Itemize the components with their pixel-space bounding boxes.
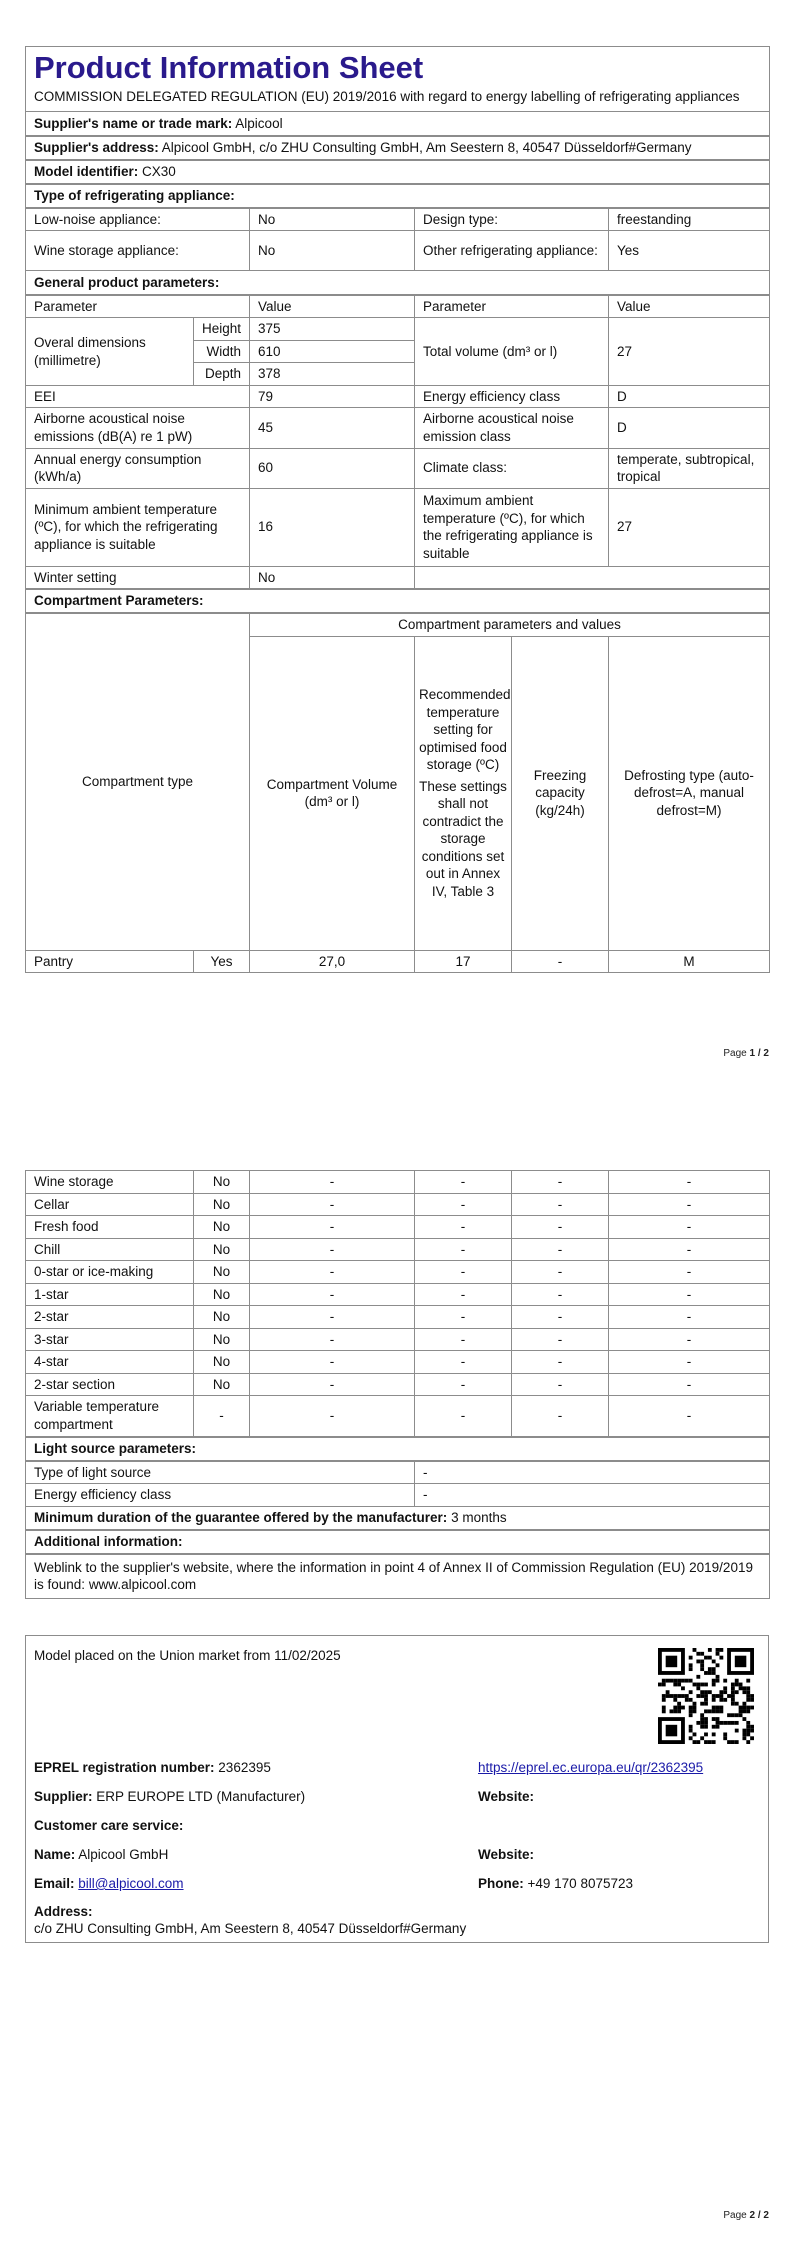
wine-appliance-value: No xyxy=(250,231,415,271)
page-label: Page xyxy=(723,1048,747,1059)
page-title: Product Information Sheet xyxy=(34,50,424,85)
width-label: Width xyxy=(194,340,250,363)
website-label: Website: xyxy=(478,1789,535,1804)
light-source-heading: Light source parameters: xyxy=(26,1437,770,1461)
additional-info-heading: Additional information: xyxy=(26,1530,770,1554)
compartment-defrost: - xyxy=(609,1373,770,1396)
compartment-name: Chill xyxy=(26,1238,194,1261)
compartment-volume: - xyxy=(250,1283,415,1306)
compartment-freezing: - xyxy=(512,950,609,973)
appliance-type-heading: Type of refrigerating appliance: xyxy=(26,184,770,208)
compartment-defrost: M xyxy=(609,950,770,973)
compartment-defrost: - xyxy=(609,1238,770,1261)
min-temp-label: Minimum ambient temperature (ºC), for which the refrigerating appliance is suitable xyxy=(26,488,250,566)
compartment-temp: - xyxy=(415,1283,512,1306)
compartment-present: No xyxy=(194,1283,250,1306)
recommended-temp-text: Recommended temperature setting for optimised food storage (ºC) xyxy=(419,686,511,773)
recommended-temp-header xyxy=(415,636,512,950)
max-temp-value: 27 xyxy=(609,488,770,566)
supplier-name-label: Supplier's name or trade mark: xyxy=(34,115,233,131)
noise-class-label: Airborne acoustical noise emission class xyxy=(415,408,609,448)
compartment-present: Yes xyxy=(194,950,250,973)
compartment-values-header: Compartment parameters and values xyxy=(250,613,770,636)
page-label: Page xyxy=(723,2210,747,2221)
compartment-temp: 17 xyxy=(415,950,512,973)
compartment-name: 1-star xyxy=(26,1283,194,1306)
table-row xyxy=(26,1238,770,1261)
compartment-present: No xyxy=(194,1171,250,1194)
model-identifier-value: CX30 xyxy=(142,163,176,179)
page-number-2 xyxy=(723,2210,769,2221)
climate-class-value: temperate, subtropical, tropical xyxy=(609,448,770,488)
compartment-name: 4-star xyxy=(26,1351,194,1374)
eprel-number-label: EPREL registration number: xyxy=(34,1760,215,1775)
max-temp-label: Maximum ambient temperature (ºC), for which the refrigerating appliance is suitable xyxy=(415,488,609,566)
compartment-present: No xyxy=(194,1261,250,1284)
compartment-volume: - xyxy=(250,1373,415,1396)
compartment-present: No xyxy=(194,1238,250,1261)
guarantee-label: Minimum duration of the guarantee offered by the manufacturer: xyxy=(34,1510,448,1526)
supplier-value: ERP EUROPE LTD (Manufacturer) xyxy=(96,1789,306,1804)
compartment-present: No xyxy=(194,1216,250,1239)
compartment-temp: - xyxy=(415,1238,512,1261)
freezing-capacity-header: Freezing capacity (kg/24h) xyxy=(512,636,609,950)
compartment-temp: - xyxy=(415,1396,512,1437)
value-header: Value xyxy=(250,295,415,318)
guarantee-value: 3 months xyxy=(451,1510,507,1526)
compartment-temp: - xyxy=(415,1193,512,1216)
compartment-name: 2-star xyxy=(26,1306,194,1329)
email-link[interactable]: bill@alpicool.com xyxy=(78,1876,184,1891)
page-2 xyxy=(25,1170,769,1599)
depth-value: 378 xyxy=(250,363,415,386)
compartment-volume: - xyxy=(250,1328,415,1351)
eei-value: 79 xyxy=(250,385,415,408)
supplier-address-label: Supplier's address: xyxy=(34,139,159,155)
compartment-freezing: - xyxy=(512,1396,609,1437)
compartment-volume: - xyxy=(250,1171,415,1194)
compartment-name: Variable temperature compartment xyxy=(26,1396,194,1437)
market-placement-text: Model placed on the Union market from 11/02/2025 xyxy=(34,1648,341,1663)
value-header-2: Value xyxy=(609,295,770,318)
dimensions-label: Overal dimensions (millimetre) xyxy=(26,318,194,386)
compartment-volume: - xyxy=(250,1351,415,1374)
info-table-page-2 xyxy=(25,1170,770,1599)
compartment-present: No xyxy=(194,1328,250,1351)
low-noise-value: No xyxy=(250,208,415,231)
supplier-name-value: Alpicool xyxy=(235,115,283,131)
defrosting-type-header: Defrosting type (auto-defrost=A, manual defrost=M) xyxy=(609,636,770,950)
width-value: 610 xyxy=(250,340,415,363)
compartment-name: Cellar xyxy=(26,1193,194,1216)
light-type-label: Type of light source xyxy=(26,1461,415,1484)
info-table-page-1 xyxy=(25,46,770,973)
compartment-name: 0-star or ice-making xyxy=(26,1261,194,1284)
noise-value: 45 xyxy=(250,408,415,448)
parameter-header: Parameter xyxy=(26,295,250,318)
compartment-volume: - xyxy=(250,1306,415,1329)
energy-class-value: D xyxy=(609,385,770,408)
compartment-freezing: - xyxy=(512,1328,609,1351)
compartment-name: Pantry xyxy=(26,950,194,973)
compartment-freezing: - xyxy=(512,1261,609,1284)
page-number-value: 2 / 2 xyxy=(749,2210,769,2221)
customer-care-label: Customer care service: xyxy=(34,1818,184,1833)
care-website-label: Website: xyxy=(478,1847,535,1862)
noise-class-value: D xyxy=(609,408,770,448)
parameter-header-2: Parameter xyxy=(415,295,609,318)
compartment-volume: - xyxy=(250,1238,415,1261)
compartment-defrost: - xyxy=(609,1283,770,1306)
compartment-volume: - xyxy=(250,1396,415,1437)
compartment-defrost: - xyxy=(609,1396,770,1437)
compartment-name: 2-star section xyxy=(26,1373,194,1396)
compartment-name: 3-star xyxy=(26,1328,194,1351)
depth-label: Depth xyxy=(194,363,250,386)
compartment-freezing: - xyxy=(512,1306,609,1329)
table-row xyxy=(26,1373,770,1396)
compartment-volume: - xyxy=(250,1261,415,1284)
compartment-freezing: - xyxy=(512,1193,609,1216)
compartment-temp: - xyxy=(415,1261,512,1284)
model-identifier-label: Model identifier: xyxy=(34,163,139,179)
compartment-defrost: - xyxy=(609,1216,770,1239)
eprel-number-value: 2362395 xyxy=(218,1760,271,1775)
compartment-present: No xyxy=(194,1306,250,1329)
compartment-defrost: - xyxy=(609,1261,770,1284)
supplier-label: Supplier: xyxy=(34,1789,93,1804)
address-value: c/o ZHU Consulting GmbH, Am Seestern 8, 40547 Düsseldorf#Germany xyxy=(34,1921,467,1936)
eprel-link[interactable]: https://eprel.ec.europa.eu/qr/2362395 xyxy=(478,1760,704,1775)
compartment-temp: - xyxy=(415,1216,512,1239)
page-number-value: 1 / 2 xyxy=(749,1048,769,1059)
qr-code-icon[interactable] xyxy=(658,1648,754,1744)
table-row xyxy=(26,1328,770,1351)
compartment-freezing: - xyxy=(512,1171,609,1194)
table-row xyxy=(26,1171,770,1194)
compartment-present: No xyxy=(194,1351,250,1374)
compartment-defrost: - xyxy=(609,1351,770,1374)
compartment-freezing: - xyxy=(512,1351,609,1374)
compartment-defrost: - xyxy=(609,1193,770,1216)
light-class-value: - xyxy=(415,1484,770,1507)
compartment-name: Wine storage xyxy=(26,1171,194,1194)
compartment-defrost: - xyxy=(609,1171,770,1194)
compartment-volume: - xyxy=(250,1193,415,1216)
compartment-volume: - xyxy=(250,1216,415,1239)
compartment-defrost: - xyxy=(609,1328,770,1351)
compartment-type-header: Compartment type xyxy=(26,613,250,950)
noise-label: Airborne acoustical noise emissions (dB(A) re 1 pW) xyxy=(26,408,250,448)
min-temp-value: 16 xyxy=(250,488,415,566)
care-name-label: Name: xyxy=(34,1847,76,1862)
compartment-defrost: - xyxy=(609,1306,770,1329)
table-row xyxy=(26,1283,770,1306)
compartment-temp: - xyxy=(415,1328,512,1351)
regulation-text: COMMISSION DELEGATED REGULATION (EU) 2019/2016 with regard to energy labelling of refrigerating appliances xyxy=(34,88,740,104)
energy-class-label: Energy efficiency class xyxy=(415,385,609,408)
winter-setting-value: No xyxy=(250,566,415,589)
general-parameters-heading: General product parameters: xyxy=(26,271,770,295)
table-row xyxy=(26,1351,770,1374)
compartment-volume-header: Compartment Volume (dm³ or l) xyxy=(250,636,415,950)
energy-consumption-value: 60 xyxy=(250,448,415,488)
page-1 xyxy=(25,46,769,973)
light-type-value: - xyxy=(415,1461,770,1484)
phone-label: Phone: xyxy=(478,1876,524,1891)
other-appliance-value: Yes xyxy=(609,231,770,271)
energy-consumption-label: Annual energy consumption (kWh/a) xyxy=(26,448,250,488)
table-row xyxy=(26,1306,770,1329)
eei-label: EEI xyxy=(26,385,250,408)
address-label: Address: xyxy=(34,1904,93,1919)
compartment-present: No xyxy=(194,1373,250,1396)
table-row xyxy=(26,1193,770,1216)
weblink-value[interactable]: www.alpicool.com xyxy=(88,1577,197,1593)
other-appliance-label: Other refrigerating appliance: xyxy=(415,231,609,271)
wine-appliance-label: Wine storage appliance: xyxy=(26,231,250,271)
eprel-box xyxy=(25,1635,769,1943)
table-row xyxy=(26,1216,770,1239)
page-number-1 xyxy=(723,1048,769,1059)
compartment-temp: - xyxy=(415,1351,512,1374)
compartment-temp: - xyxy=(415,1171,512,1194)
compartment-freezing: - xyxy=(512,1373,609,1396)
compartment-present: - xyxy=(194,1396,250,1437)
compartment-present: No xyxy=(194,1193,250,1216)
compartment-freezing: - xyxy=(512,1238,609,1261)
table-row xyxy=(26,1261,770,1284)
height-label: Height xyxy=(194,318,250,341)
total-volume-label: Total volume (dm³ or l) xyxy=(415,318,609,386)
climate-class-label: Climate class: xyxy=(415,448,609,488)
low-noise-label: Low-noise appliance: xyxy=(26,208,250,231)
weblink-text: Weblink to the supplier's website, where the information in point 4 of Annex II of Commission Regulation (EU) 2019/2019 is found: xyxy=(34,1559,753,1593)
compartment-temp: - xyxy=(415,1306,512,1329)
table-row xyxy=(26,1396,770,1437)
compartment-freezing: - xyxy=(512,1283,609,1306)
phone-value: +49 170 8075723 xyxy=(527,1876,633,1891)
compartment-temp: - xyxy=(415,1373,512,1396)
supplier-address-value: Alpicool GmbH, c/o ZHU Consulting GmbH, Am Seestern 8, 40547 Düsseldorf#Germany xyxy=(161,139,692,155)
recommended-temp-note: These settings shall not contradict the storage conditions set out in Annex IV, Table 3 xyxy=(419,778,507,899)
table-row xyxy=(26,950,770,973)
winter-setting-label: Winter setting xyxy=(26,566,250,589)
design-type-value: freestanding xyxy=(609,208,770,231)
design-type-label: Design type: xyxy=(415,208,609,231)
light-class-label: Energy efficiency class xyxy=(26,1484,415,1507)
total-volume-value: 27 xyxy=(609,318,770,386)
care-name-value: Alpicool GmbH xyxy=(78,1847,169,1862)
compartment-name: Fresh food xyxy=(26,1216,194,1239)
compartment-volume: 27,0 xyxy=(250,950,415,973)
compartment-parameters-heading: Compartment Parameters: xyxy=(26,589,770,613)
compartment-freezing: - xyxy=(512,1216,609,1239)
height-value: 375 xyxy=(250,318,415,341)
email-label: Email: xyxy=(34,1876,75,1891)
